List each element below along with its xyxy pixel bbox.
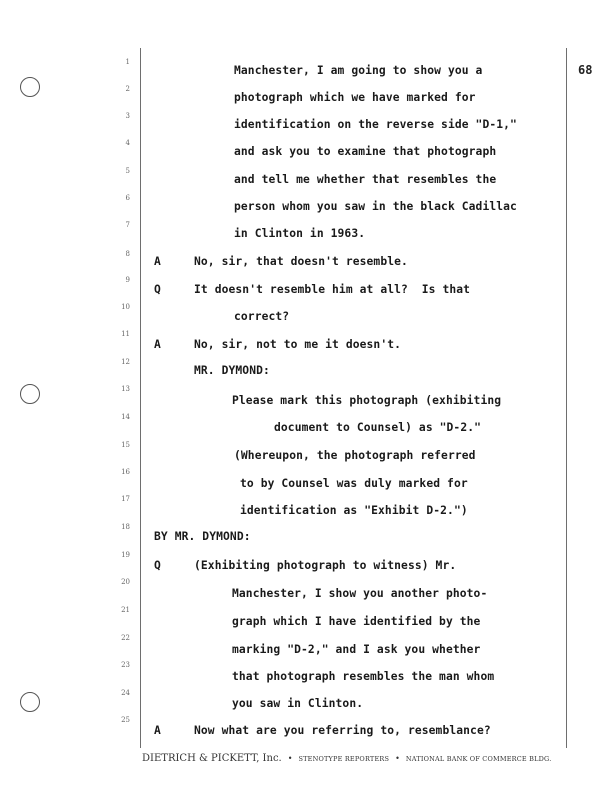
transcript-line: It doesn't resemble him at all? Is that xyxy=(194,283,471,296)
transcript-line: photograph which we have marked for xyxy=(234,91,476,104)
transcript-line: (Exhibiting photograph to witness) Mr. xyxy=(194,559,457,572)
line-number: 1 xyxy=(125,58,130,66)
line-number: 24 xyxy=(121,689,130,697)
line-number: 22 xyxy=(121,634,130,642)
speaker-label: A xyxy=(154,724,161,737)
speaker-label: Q xyxy=(154,283,161,296)
line-number: 18 xyxy=(121,523,130,531)
line-number: 4 xyxy=(125,139,130,147)
transcript-line: No, sir, that doesn't resemble. xyxy=(194,255,408,268)
transcript-line: Manchester, I show you another photo- xyxy=(232,587,488,600)
line-number: 23 xyxy=(121,661,130,669)
line-number: 21 xyxy=(121,606,130,614)
transcript-line: No, sir, not to me it doesn't. xyxy=(194,338,402,351)
punch-hole-top xyxy=(20,77,40,97)
left-margin-rule xyxy=(140,48,141,748)
transcript-line: identification as "Exhibit D-2.") xyxy=(240,504,468,517)
line-number: 20 xyxy=(121,578,130,586)
transcript-line: graph which I have identified by the xyxy=(232,615,481,628)
footer-service: STENOTYPE REPORTERS xyxy=(298,755,390,763)
transcript-line: BY MR. DYMOND: xyxy=(154,530,251,543)
transcript-line: and ask you to examine that photograph xyxy=(234,145,497,158)
transcript-line: correct? xyxy=(234,310,290,323)
footer xyxy=(142,753,551,764)
transcript-line: identification on the reverse side "D-1," xyxy=(234,118,517,131)
transcript-line: Now what are you referring to, resemblance? xyxy=(194,724,491,737)
transcript-line: person whom you saw in the black Cadillac xyxy=(234,200,517,213)
firm-name: DIETRICH & PICKETT, Inc. xyxy=(142,753,282,764)
transcript-line: (Whereupon, the photograph referred xyxy=(234,449,476,462)
line-number: 7 xyxy=(125,221,130,229)
line-number: 25 xyxy=(121,716,130,724)
line-number: 5 xyxy=(125,167,130,175)
line-number: 2 xyxy=(125,85,130,93)
line-number: 6 xyxy=(125,194,130,202)
line-number: 19 xyxy=(121,551,130,559)
line-number: 12 xyxy=(121,358,130,366)
punch-hole-bottom xyxy=(20,692,40,712)
page-number: 68 xyxy=(578,63,593,77)
line-number: 3 xyxy=(125,112,130,120)
line-number: 16 xyxy=(121,468,130,476)
line-number: 8 xyxy=(125,250,130,258)
speaker-label: Q xyxy=(154,559,161,572)
line-number: 15 xyxy=(121,441,130,449)
footer-address: NATIONAL BANK OF COMMERCE BLDG. xyxy=(405,755,552,763)
transcript-line: Please mark this photograph (exhibiting xyxy=(232,394,502,407)
transcript-line: to by Counsel was duly marked for xyxy=(240,477,468,490)
transcript-line: marking "D-2," and I ask you whether xyxy=(232,643,481,656)
line-number: 9 xyxy=(125,276,130,284)
line-number: 13 xyxy=(121,385,130,393)
transcript-line: you saw in Clinton. xyxy=(232,697,364,710)
line-number: 11 xyxy=(121,330,130,338)
bullet-separator: • xyxy=(395,754,400,763)
line-number: 10 xyxy=(121,303,130,311)
bullet-separator: • xyxy=(287,754,293,763)
transcript-line: Manchester, I am going to show you a xyxy=(234,64,483,77)
transcript-line: in Clinton in 1963. xyxy=(234,227,366,240)
transcript-line: that photograph resembles the man whom xyxy=(232,670,495,683)
speaker-label: A xyxy=(154,338,161,351)
transcript-line: document to Counsel) as "D-2." xyxy=(274,421,482,434)
punch-hole-middle xyxy=(20,384,40,404)
transcript-line: MR. DYMOND: xyxy=(194,364,270,377)
line-number: 17 xyxy=(121,495,130,503)
right-margin-rule xyxy=(566,48,567,748)
transcript-line: and tell me whether that resembles the xyxy=(234,173,497,186)
speaker-label: A xyxy=(154,255,161,268)
line-number: 14 xyxy=(121,413,130,421)
